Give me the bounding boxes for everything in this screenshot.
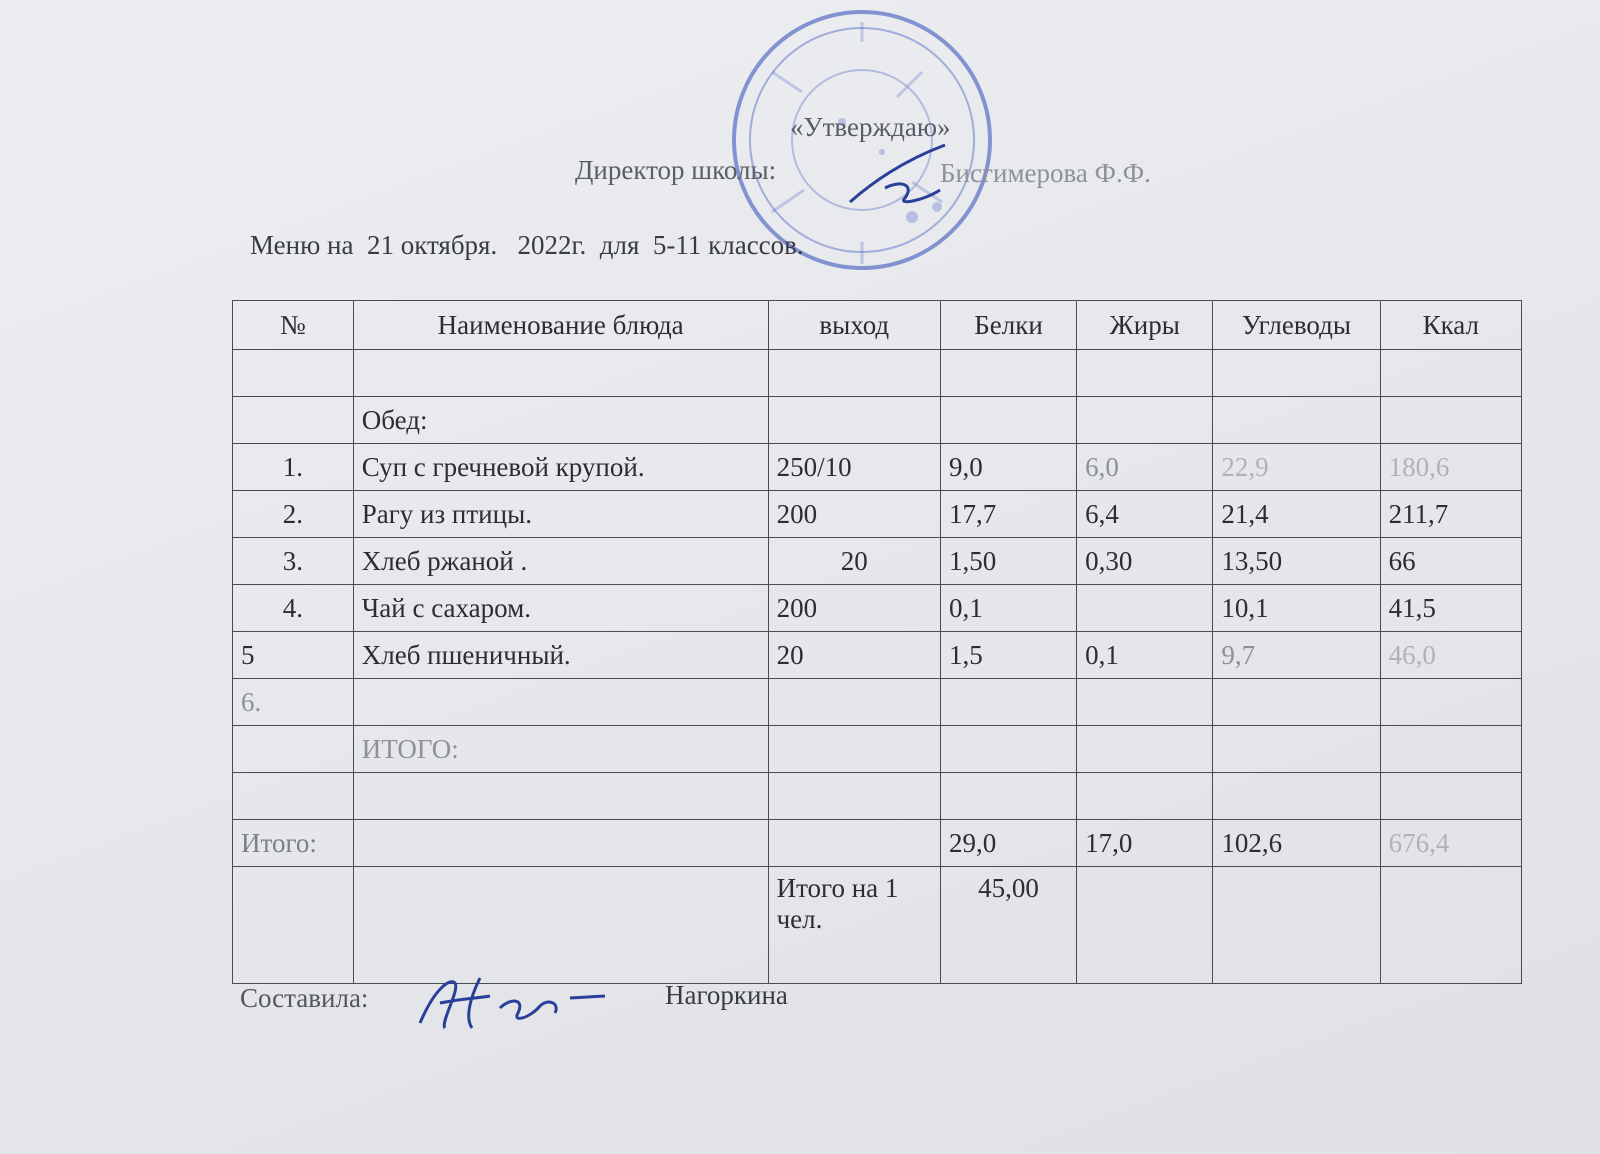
table-row xyxy=(233,585,1522,632)
dish-output: 200 xyxy=(768,491,940,538)
dish-fats xyxy=(1077,585,1213,632)
header-proteins: Белки xyxy=(940,301,1076,350)
row-number: 1. xyxy=(233,444,354,491)
table-row-section xyxy=(233,397,1522,444)
table-row-itogo-caps xyxy=(233,726,1522,773)
table-header-row xyxy=(233,301,1522,350)
dish-kcal: 211,7 xyxy=(1380,491,1521,538)
dish-kcal: 46,0 xyxy=(1380,632,1521,679)
dish-carbs: 13,50 xyxy=(1213,538,1380,585)
total-fats: 17,0 xyxy=(1077,820,1213,867)
dish-kcal: 66 xyxy=(1380,538,1521,585)
dish-carbs: 9,7 xyxy=(1213,632,1380,679)
header-dish-name: Наименование блюда xyxy=(353,301,768,350)
dish-carbs: 10,1 xyxy=(1213,585,1380,632)
dish-fats: 0,1 xyxy=(1077,632,1213,679)
dish-fats: 6,4 xyxy=(1077,491,1213,538)
row-number: 3. xyxy=(233,538,354,585)
menu-table xyxy=(232,300,1522,984)
composer-signature xyxy=(410,968,610,1038)
composer-name: Нагоркина xyxy=(665,980,788,1010)
dish-output: 20 xyxy=(768,632,940,679)
section-label: Обед: xyxy=(353,397,768,444)
header-fats: Жиры xyxy=(1077,301,1213,350)
table-row xyxy=(233,491,1522,538)
header-number: № xyxy=(233,301,354,350)
dish-output: 20 xyxy=(768,538,940,585)
dish-fats: 6,0 xyxy=(1077,444,1213,491)
per-person-value: 45,00 xyxy=(940,867,1076,984)
dish-kcal: 41,5 xyxy=(1380,585,1521,632)
table-row-per-person xyxy=(233,867,1522,984)
dish-proteins: 9,0 xyxy=(940,444,1076,491)
dish-kcal: 180,6 xyxy=(1380,444,1521,491)
row-number: 6. xyxy=(233,679,354,726)
table-row xyxy=(233,444,1522,491)
dish-name: Чай с сахаром. xyxy=(353,585,768,632)
total-kcal: 676,4 xyxy=(1380,820,1521,867)
approval-heading: «Утверждаю» xyxy=(790,112,951,142)
dish-proteins: 0,1 xyxy=(940,585,1076,632)
dish-output: 250/10 xyxy=(768,444,940,491)
dish-name: Хлеб пшеничный. xyxy=(353,632,768,679)
header-output: выход xyxy=(768,301,940,350)
dish-proteins: 1,5 xyxy=(940,632,1076,679)
table-row xyxy=(233,538,1522,585)
director-name: Бисгимерова Ф.Ф. xyxy=(940,158,1151,188)
table-row-empty xyxy=(233,773,1522,820)
menu-title: Меню на 21 октября. 2022г. для 5-11 классов. xyxy=(250,230,804,260)
table-row-total xyxy=(233,820,1522,867)
header-carbs: Углеводы xyxy=(1213,301,1380,350)
total-label: Итого: xyxy=(233,820,354,867)
total-carbs: 102,6 xyxy=(1213,820,1380,867)
dish-carbs: 22,9 xyxy=(1213,444,1380,491)
row-number: 5 xyxy=(233,632,354,679)
row-number: 2. xyxy=(233,491,354,538)
total-proteins: 29,0 xyxy=(940,820,1076,867)
table-row-empty xyxy=(233,350,1522,397)
dish-proteins: 1,50 xyxy=(940,538,1076,585)
dish-name: Хлеб ржаной . xyxy=(353,538,768,585)
itogo-caps-label: ИТОГО: xyxy=(353,726,768,773)
dish-name: Суп с гречневой крупой. xyxy=(353,444,768,491)
table-row xyxy=(233,679,1522,726)
dish-output: 200 xyxy=(768,585,940,632)
row-number: 4. xyxy=(233,585,354,632)
header-kcal: Ккал xyxy=(1380,301,1521,350)
director-label: Директор школы: xyxy=(575,155,777,185)
table-row xyxy=(233,632,1522,679)
dish-name: Рагу из птицы. xyxy=(353,491,768,538)
dish-proteins: 17,7 xyxy=(940,491,1076,538)
dish-fats: 0,30 xyxy=(1077,538,1213,585)
director-signature xyxy=(845,140,955,210)
per-person-label: Итого на 1 чел. xyxy=(768,867,940,984)
composed-by-label: Составила: xyxy=(240,983,369,1013)
dish-carbs: 21,4 xyxy=(1213,491,1380,538)
